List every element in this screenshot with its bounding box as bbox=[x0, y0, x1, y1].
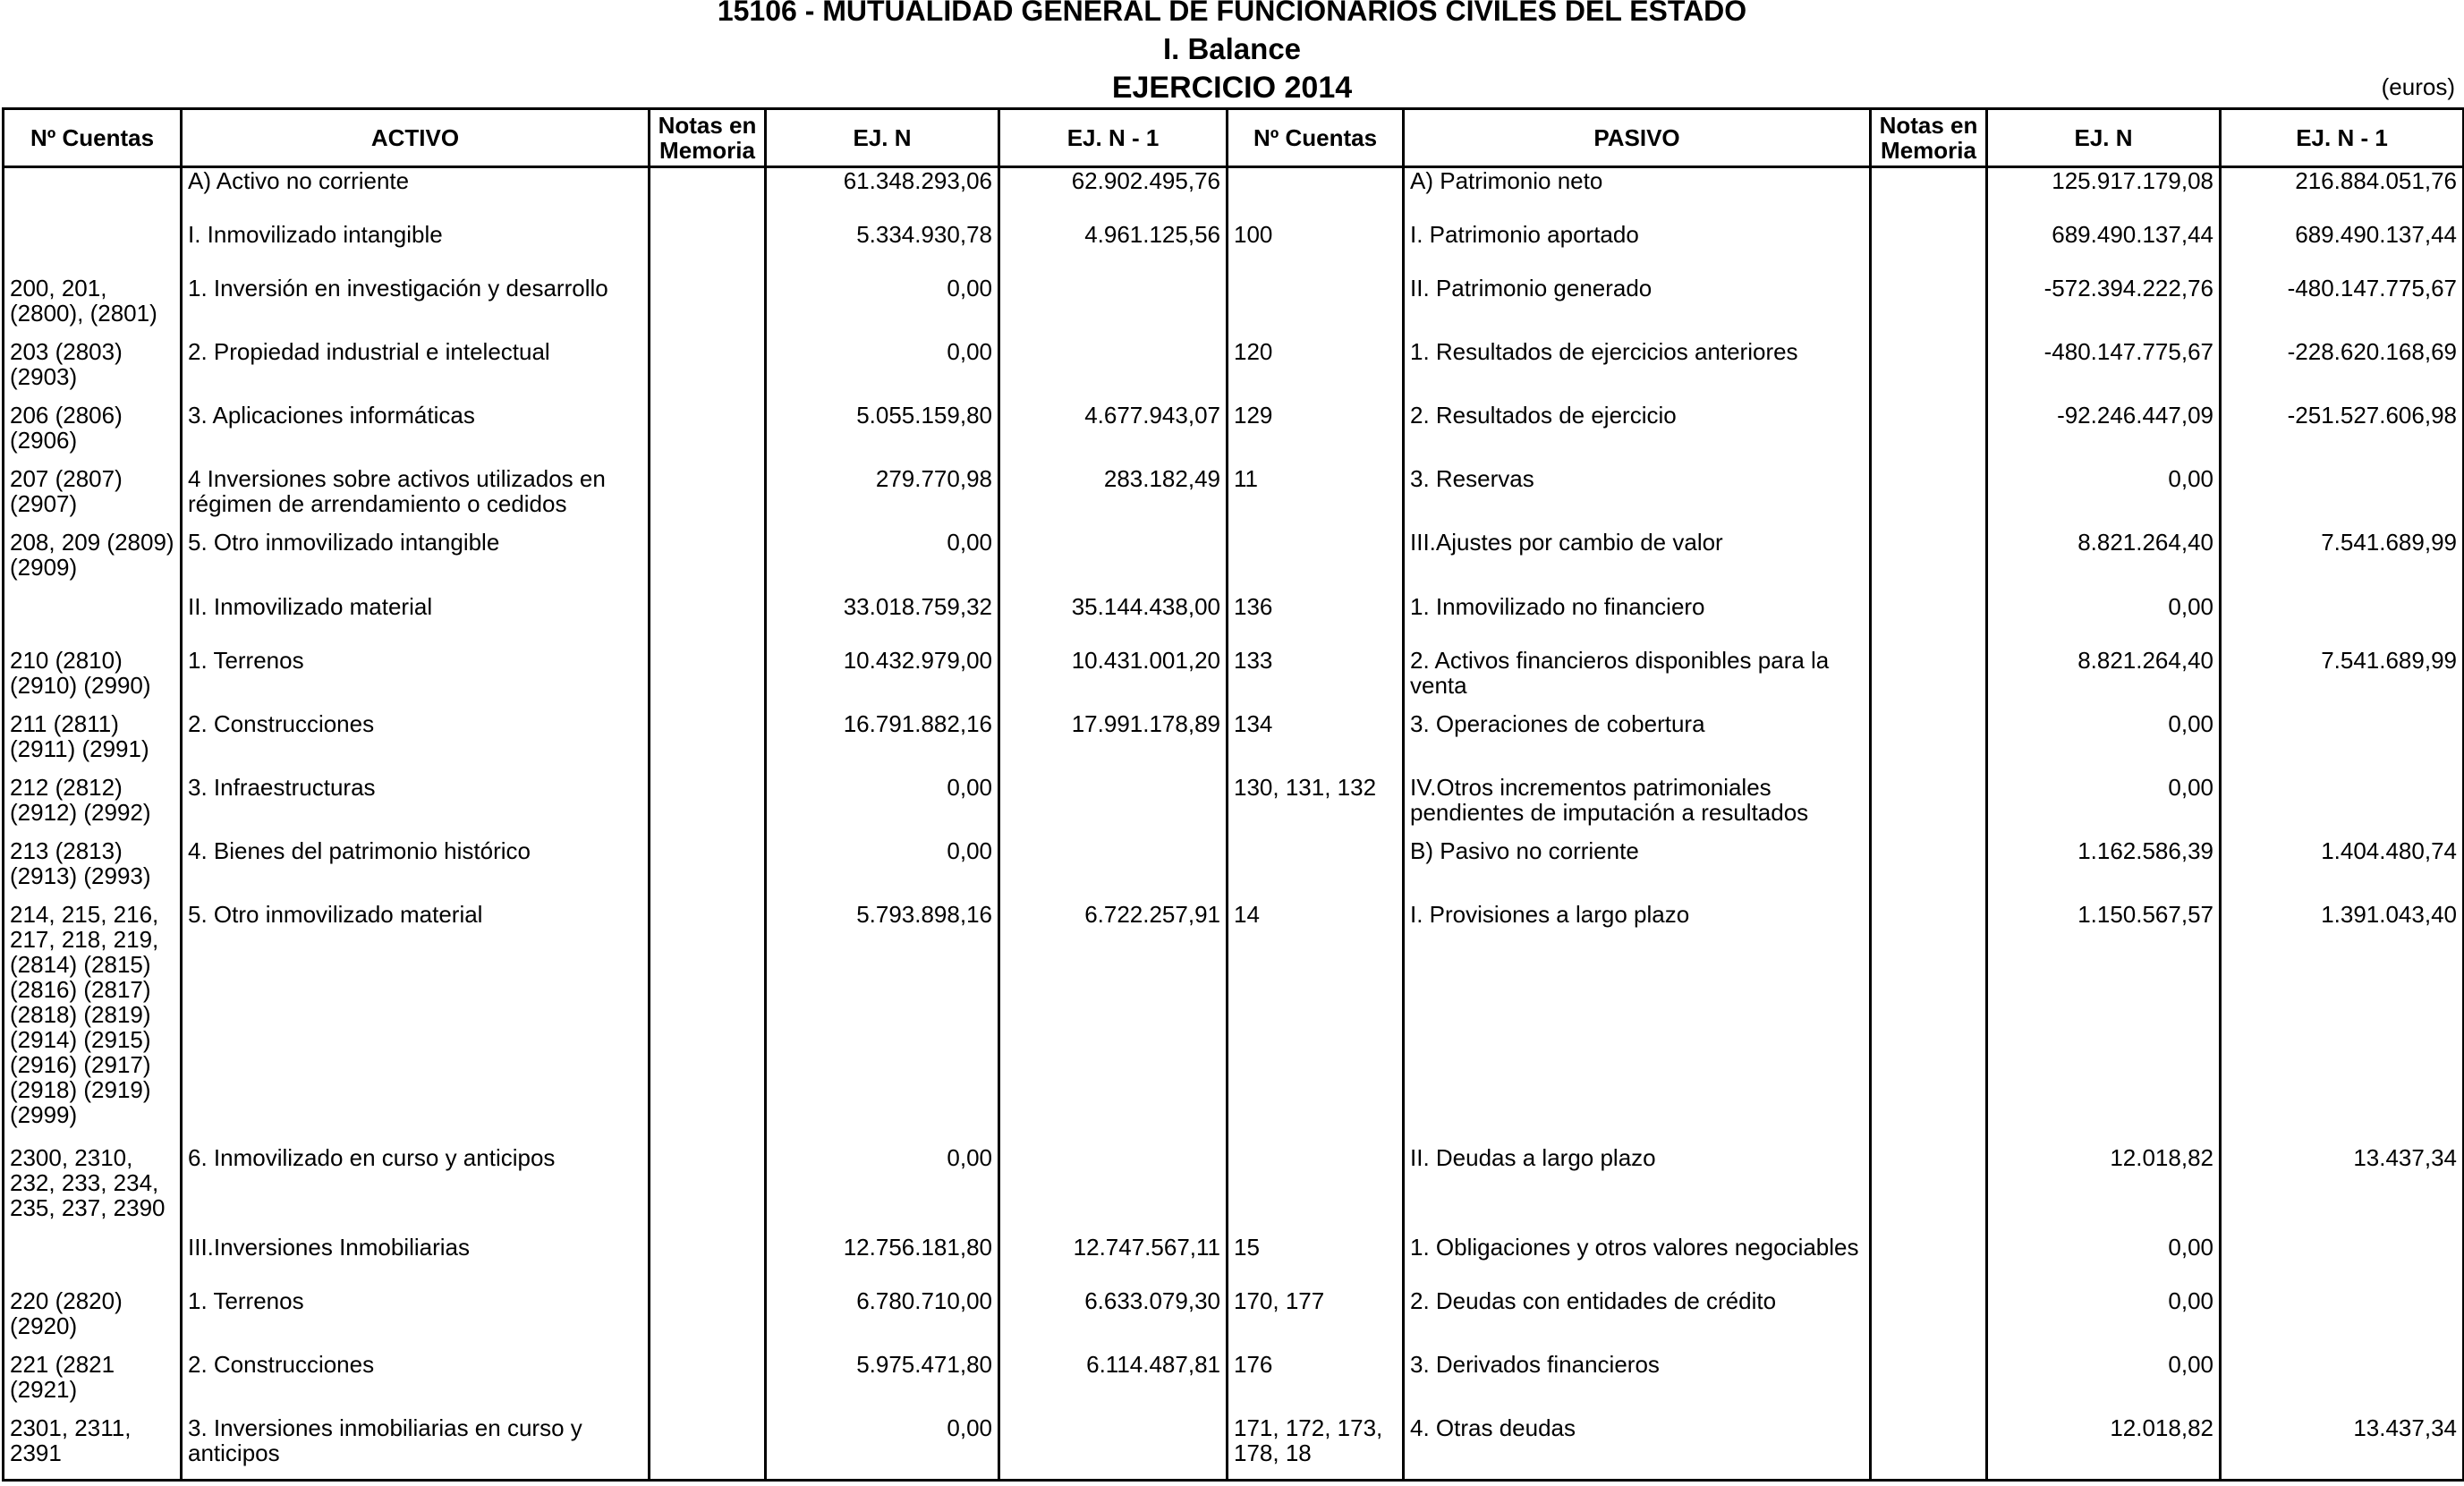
activo-label: 6. Inmovilizado en curso y anticipos bbox=[182, 1145, 650, 1235]
notas-activo bbox=[650, 648, 766, 711]
pasivo-label: 3. Reservas bbox=[1404, 466, 1871, 530]
activo-label: 1. Terrenos bbox=[182, 648, 650, 711]
notas-activo bbox=[650, 711, 766, 775]
pasivo-label: 1. Obligaciones y otros valores negociables bbox=[1404, 1235, 1871, 1288]
fiscal-year: EJERCICIO 2014 bbox=[1111, 71, 1353, 105]
pasivo-ej-n: 125.917.179,08 bbox=[1987, 167, 2221, 223]
pasivo-ej-n1 bbox=[2221, 594, 2464, 648]
notas-pasivo bbox=[1871, 403, 1987, 466]
notas-pasivo bbox=[1871, 339, 1987, 403]
activo-ej-n: 0,00 bbox=[766, 1145, 999, 1235]
col-header-pasivo: PASIVO bbox=[1404, 109, 1871, 167]
activo-label: 1. Terrenos bbox=[182, 1288, 650, 1352]
col-header-ejn1-activo: EJ. N - 1 bbox=[999, 109, 1228, 167]
notas-pasivo bbox=[1871, 775, 1987, 838]
activo-label: 5. Otro inmovilizado intangible bbox=[182, 530, 650, 594]
activo-ej-n1: 62.902.495,76 bbox=[999, 167, 1228, 223]
pasivo-label: 4. Otras deudas bbox=[1404, 1415, 1871, 1481]
pasivo-ej-n: 1.150.567,57 bbox=[1987, 902, 2221, 1145]
activo-ej-n: 10.432.979,00 bbox=[766, 648, 999, 711]
activo-ej-n: 0,00 bbox=[766, 530, 999, 594]
table-row bbox=[4, 594, 2464, 648]
table-row bbox=[4, 775, 2464, 838]
notas-activo bbox=[650, 1145, 766, 1235]
account-codes-pasivo bbox=[1228, 530, 1404, 594]
pasivo-ej-n1 bbox=[2221, 466, 2464, 530]
account-codes-activo: 211 (2811) (2911) (2991) bbox=[4, 711, 182, 775]
account-codes-activo: 207 (2807) (2907) bbox=[4, 466, 182, 530]
table-row bbox=[4, 276, 2464, 339]
header-row bbox=[4, 109, 2464, 167]
table-row bbox=[4, 1415, 2464, 1481]
account-codes-pasivo bbox=[1228, 167, 1404, 223]
pasivo-label: I. Provisiones a largo plazo bbox=[1404, 902, 1871, 1145]
pasivo-label: 3. Operaciones de cobertura bbox=[1404, 711, 1871, 775]
pasivo-ej-n1: 689.490.137,44 bbox=[2221, 222, 2464, 276]
pasivo-ej-n1: 13.437,34 bbox=[2221, 1415, 2464, 1481]
account-codes-activo: 2300, 2310, 232, 233, 234, 235, 237, 2390 bbox=[4, 1145, 182, 1235]
units-label: (euros) bbox=[2381, 73, 2455, 100]
activo-label: A) Activo no corriente bbox=[182, 167, 650, 223]
activo-ej-n1 bbox=[999, 530, 1228, 594]
pasivo-ej-n1 bbox=[2221, 1235, 2464, 1288]
col-header-notas-activo: Notas en Memoria bbox=[650, 109, 766, 167]
activo-ej-n1: 283.182,49 bbox=[999, 466, 1228, 530]
activo-ej-n1: 4.677.943,07 bbox=[999, 403, 1228, 466]
activo-label: 4 Inversiones sobre activos utilizados en régimen de arrendamiento o cedidos bbox=[182, 466, 650, 530]
account-codes-pasivo bbox=[1228, 1145, 1404, 1235]
account-codes-activo: 2301, 2311, 2391 bbox=[4, 1415, 182, 1481]
pasivo-ej-n: 12.018,82 bbox=[1987, 1415, 2221, 1481]
account-codes-activo: 200, 201, (2800), (2801) bbox=[4, 276, 182, 339]
balance-table bbox=[2, 107, 2464, 1482]
activo-ej-n1: 6.722.257,91 bbox=[999, 902, 1228, 1145]
pasivo-label: 1. Resultados de ejercicios anteriores bbox=[1404, 339, 1871, 403]
activo-ej-n1 bbox=[999, 1145, 1228, 1235]
notas-activo bbox=[650, 222, 766, 276]
pasivo-ej-n1 bbox=[2221, 775, 2464, 838]
account-codes-pasivo: 136 bbox=[1228, 594, 1404, 648]
pasivo-ej-n1 bbox=[2221, 711, 2464, 775]
pasivo-label: I. Patrimonio aportado bbox=[1404, 222, 1871, 276]
account-codes-activo: 203 (2803) (2903) bbox=[4, 339, 182, 403]
pasivo-ej-n: -92.246.447,09 bbox=[1987, 403, 2221, 466]
activo-ej-n: 0,00 bbox=[766, 838, 999, 902]
pasivo-label: 2. Deudas con entidades de crédito bbox=[1404, 1288, 1871, 1352]
table-row bbox=[4, 711, 2464, 775]
account-codes-pasivo: 120 bbox=[1228, 339, 1404, 403]
account-codes-pasivo: 170, 177 bbox=[1228, 1288, 1404, 1352]
activo-ej-n1 bbox=[999, 276, 1228, 339]
activo-ej-n: 16.791.882,16 bbox=[766, 711, 999, 775]
pasivo-ej-n: 12.018,82 bbox=[1987, 1145, 2221, 1235]
notas-pasivo bbox=[1871, 466, 1987, 530]
activo-label: II. Inmovilizado material bbox=[182, 594, 650, 648]
notas-pasivo bbox=[1871, 1352, 1987, 1415]
activo-label: 2. Construcciones bbox=[182, 1352, 650, 1415]
activo-ej-n1: 4.961.125,56 bbox=[999, 222, 1228, 276]
pasivo-ej-n: -480.147.775,67 bbox=[1987, 339, 2221, 403]
table-row bbox=[4, 902, 2464, 1145]
notas-pasivo bbox=[1871, 902, 1987, 1145]
activo-label: 2. Propiedad industrial e intelectual bbox=[182, 339, 650, 403]
activo-ej-n1: 6.114.487,81 bbox=[999, 1352, 1228, 1415]
activo-ej-n1: 17.991.178,89 bbox=[999, 711, 1228, 775]
pasivo-ej-n1: 1.391.043,40 bbox=[2221, 902, 2464, 1145]
activo-ej-n1: 12.747.567,11 bbox=[999, 1235, 1228, 1288]
account-codes-activo: 210 (2810) (2910) (2990) bbox=[4, 648, 182, 711]
account-codes-pasivo: 14 bbox=[1228, 902, 1404, 1145]
notas-pasivo bbox=[1871, 167, 1987, 223]
pasivo-label: 2. Resultados de ejercicio bbox=[1404, 403, 1871, 466]
notas-pasivo bbox=[1871, 222, 1987, 276]
activo-ej-n: 5.334.930,78 bbox=[766, 222, 999, 276]
activo-label: 2. Construcciones bbox=[182, 711, 650, 775]
pasivo-label: 1. Inmovilizado no financiero bbox=[1404, 594, 1871, 648]
pasivo-ej-n: 0,00 bbox=[1987, 1235, 2221, 1288]
pasivo-label: II. Patrimonio generado bbox=[1404, 276, 1871, 339]
col-header-ejn-pasivo: EJ. N bbox=[1987, 109, 2221, 167]
account-codes-pasivo: 129 bbox=[1228, 403, 1404, 466]
notas-pasivo bbox=[1871, 276, 1987, 339]
account-codes-pasivo: 171, 172, 173, 178, 18 bbox=[1228, 1415, 1404, 1481]
account-codes-pasivo: 11 bbox=[1228, 466, 1404, 530]
activo-ej-n: 0,00 bbox=[766, 339, 999, 403]
activo-ej-n1 bbox=[999, 775, 1228, 838]
table-row bbox=[4, 838, 2464, 902]
table-row bbox=[4, 530, 2464, 594]
pasivo-ej-n1: 13.437,34 bbox=[2221, 1145, 2464, 1235]
activo-ej-n: 6.780.710,00 bbox=[766, 1288, 999, 1352]
activo-label: III.Inversiones Inmobiliarias bbox=[182, 1235, 650, 1288]
activo-label: 4. Bienes del patrimonio histórico bbox=[182, 838, 650, 902]
notas-activo bbox=[650, 1235, 766, 1288]
table-row bbox=[4, 339, 2464, 403]
table-row bbox=[4, 167, 2464, 223]
pasivo-ej-n: 0,00 bbox=[1987, 711, 2221, 775]
activo-ej-n: 0,00 bbox=[766, 1415, 999, 1481]
account-codes-activo: 208, 209 (2809) (2909) bbox=[4, 530, 182, 594]
col-header-ejn1-pasivo: EJ. N - 1 bbox=[2221, 109, 2464, 167]
account-codes-activo bbox=[4, 167, 182, 223]
col-header-ejn-activo: EJ. N bbox=[766, 109, 999, 167]
pasivo-label: 3. Derivados financieros bbox=[1404, 1352, 1871, 1415]
table-row bbox=[4, 648, 2464, 711]
account-codes-pasivo: 100 bbox=[1228, 222, 1404, 276]
table-row bbox=[4, 1352, 2464, 1415]
pasivo-ej-n1: 216.884.051,76 bbox=[2221, 167, 2464, 223]
table-row bbox=[4, 403, 2464, 466]
activo-label: 3. Infraestructuras bbox=[182, 775, 650, 838]
activo-ej-n: 0,00 bbox=[766, 775, 999, 838]
activo-label: 3. Inversiones inmobiliarias en curso y anticipos bbox=[182, 1415, 650, 1481]
notas-activo bbox=[650, 339, 766, 403]
account-codes-pasivo bbox=[1228, 838, 1404, 902]
notas-activo bbox=[650, 838, 766, 902]
pasivo-ej-n: 8.821.264,40 bbox=[1987, 530, 2221, 594]
account-codes-pasivo: 130, 131, 132 bbox=[1228, 775, 1404, 838]
activo-ej-n: 5.055.159,80 bbox=[766, 403, 999, 466]
account-codes-pasivo: 134 bbox=[1228, 711, 1404, 775]
notas-activo bbox=[650, 403, 766, 466]
pasivo-label: B) Pasivo no corriente bbox=[1404, 838, 1871, 902]
activo-ej-n1 bbox=[999, 838, 1228, 902]
account-codes-pasivo: 15 bbox=[1228, 1235, 1404, 1288]
account-codes-pasivo bbox=[1228, 276, 1404, 339]
notas-pasivo bbox=[1871, 530, 1987, 594]
pasivo-ej-n: 1.162.586,39 bbox=[1987, 838, 2221, 902]
activo-label: I. Inmovilizado intangible bbox=[182, 222, 650, 276]
notas-activo bbox=[650, 1352, 766, 1415]
pasivo-ej-n1: 7.541.689,99 bbox=[2221, 530, 2464, 594]
account-codes-activo: 221 (2821 (2921) bbox=[4, 1352, 182, 1415]
account-codes-activo bbox=[4, 1235, 182, 1288]
pasivo-ej-n: 0,00 bbox=[1987, 775, 2221, 838]
notas-pasivo bbox=[1871, 838, 1987, 902]
activo-ej-n1 bbox=[999, 1415, 1228, 1481]
notas-activo bbox=[650, 466, 766, 530]
account-codes-pasivo: 133 bbox=[1228, 648, 1404, 711]
activo-ej-n: 33.018.759,32 bbox=[766, 594, 999, 648]
pasivo-ej-n1: 7.541.689,99 bbox=[2221, 648, 2464, 711]
col-header-activo: ACTIVO bbox=[182, 109, 650, 167]
account-codes-activo: 213 (2813) (2913) (2993) bbox=[4, 838, 182, 902]
pasivo-ej-n: -572.394.222,76 bbox=[1987, 276, 2221, 339]
table-row bbox=[4, 1235, 2464, 1288]
table-row bbox=[4, 1145, 2464, 1235]
pasivo-ej-n1: -251.527.606,98 bbox=[2221, 403, 2464, 466]
account-codes-activo bbox=[4, 594, 182, 648]
notas-activo bbox=[650, 530, 766, 594]
document-title: 15106 - MUTUALIDAD GENERAL DE FUNCIONARIOS CIVILES DEL ESTADO bbox=[717, 0, 1747, 27]
pasivo-label: II. Deudas a largo plazo bbox=[1404, 1145, 1871, 1235]
account-codes-activo: 214, 215, 216, 217, 218, 219, (2814) (2815) (2816) (2817) (2818) (2819) (2914) (2915) (2916) (2917) (2918) (2919) (2999) bbox=[4, 902, 182, 1145]
account-codes-pasivo: 176 bbox=[1228, 1352, 1404, 1415]
notas-pasivo bbox=[1871, 1235, 1987, 1288]
pasivo-ej-n: 0,00 bbox=[1987, 594, 2221, 648]
notas-activo bbox=[650, 167, 766, 223]
pasivo-label: IV.Otros incrementos patrimoniales pendientes de imputación a resultados bbox=[1404, 775, 1871, 838]
activo-label: 5. Otro inmovilizado material bbox=[182, 902, 650, 1145]
pasivo-ej-n: 8.821.264,40 bbox=[1987, 648, 2221, 711]
col-header-notas-pasivo: Notas en Memoria bbox=[1871, 109, 1987, 167]
activo-ej-n: 12.756.181,80 bbox=[766, 1235, 999, 1288]
table-row bbox=[4, 466, 2464, 530]
account-codes-activo: 212 (2812) (2912) (2992) bbox=[4, 775, 182, 838]
notas-activo bbox=[650, 902, 766, 1145]
pasivo-ej-n: 0,00 bbox=[1987, 1288, 2221, 1352]
col-header-cuentas-activo: Nº Cuentas bbox=[4, 109, 182, 167]
pasivo-ej-n1: 1.404.480,74 bbox=[2221, 838, 2464, 902]
activo-ej-n: 61.348.293,06 bbox=[766, 167, 999, 223]
activo-label: 3. Aplicaciones informáticas bbox=[182, 403, 650, 466]
pasivo-ej-n1 bbox=[2221, 1288, 2464, 1352]
notas-pasivo bbox=[1871, 1415, 1987, 1481]
activo-ej-n1 bbox=[999, 339, 1228, 403]
notas-pasivo bbox=[1871, 648, 1987, 711]
table-row bbox=[4, 222, 2464, 276]
account-codes-activo bbox=[4, 222, 182, 276]
pasivo-ej-n1: -480.147.775,67 bbox=[2221, 276, 2464, 339]
notas-pasivo bbox=[1871, 1145, 1987, 1235]
account-codes-activo: 220 (2820) (2920) bbox=[4, 1288, 182, 1352]
notas-pasivo bbox=[1871, 711, 1987, 775]
notas-activo bbox=[650, 1288, 766, 1352]
pasivo-label: III.Ajustes por cambio de valor bbox=[1404, 530, 1871, 594]
activo-ej-n1: 10.431.001,20 bbox=[999, 648, 1228, 711]
account-codes-activo: 206 (2806) (2906) bbox=[4, 403, 182, 466]
pasivo-ej-n1 bbox=[2221, 1352, 2464, 1415]
activo-label: 1. Inversión en investigación y desarrollo bbox=[182, 276, 650, 339]
pasivo-ej-n1: -228.620.168,69 bbox=[2221, 339, 2464, 403]
pasivo-label: 2. Activos financieros disponibles para la venta bbox=[1404, 648, 1871, 711]
table-row bbox=[4, 1288, 2464, 1352]
pasivo-label: A) Patrimonio neto bbox=[1404, 167, 1871, 223]
activo-ej-n: 5.793.898,16 bbox=[766, 902, 999, 1145]
notas-activo bbox=[650, 775, 766, 838]
activo-ej-n: 279.770,98 bbox=[766, 466, 999, 530]
notas-activo bbox=[650, 594, 766, 648]
col-header-cuentas-pasivo: Nº Cuentas bbox=[1228, 109, 1404, 167]
notas-activo bbox=[650, 276, 766, 339]
notas-pasivo bbox=[1871, 1288, 1987, 1352]
notas-pasivo bbox=[1871, 594, 1987, 648]
document-subtitle: I. Balance bbox=[1162, 32, 1302, 65]
pasivo-ej-n: 0,00 bbox=[1987, 1352, 2221, 1415]
pasivo-ej-n: 0,00 bbox=[1987, 466, 2221, 530]
activo-ej-n: 0,00 bbox=[766, 276, 999, 339]
pasivo-ej-n: 689.490.137,44 bbox=[1987, 222, 2221, 276]
activo-ej-n1: 35.144.438,00 bbox=[999, 594, 1228, 648]
activo-ej-n1: 6.633.079,30 bbox=[999, 1288, 1228, 1352]
activo-ej-n: 5.975.471,80 bbox=[766, 1352, 999, 1415]
notas-activo bbox=[650, 1415, 766, 1481]
